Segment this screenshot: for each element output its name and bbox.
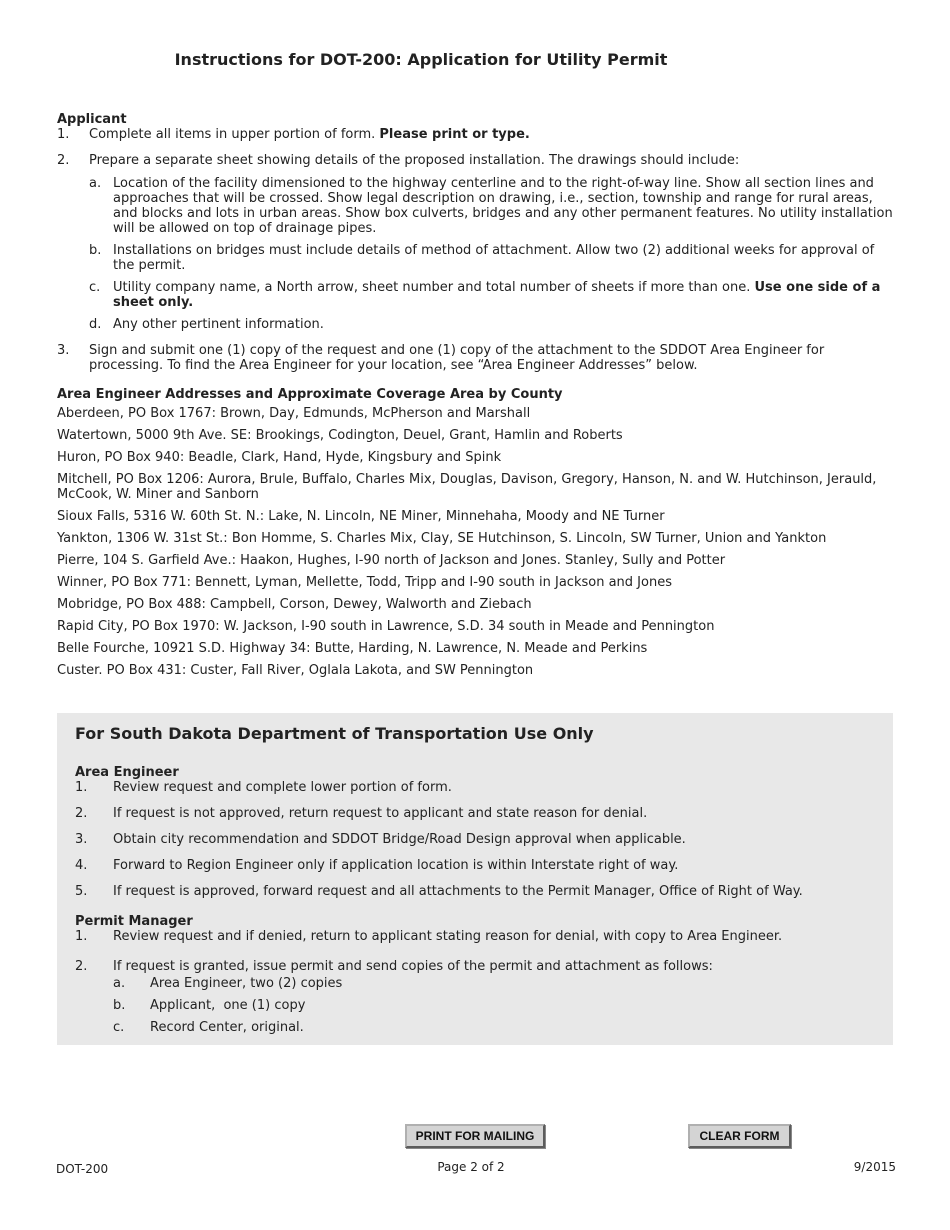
dot-use-title: For South Dakota Department of Transportation Use Only (75, 724, 594, 743)
address-line: Huron, PO Box 940: Beadle, Clark, Hand, Hyde, Kingsbury and Spink (57, 450, 502, 465)
sub-item-bold-text: Use one side of a sheet only. (113, 280, 881, 310)
item-number: 3. (75, 832, 88, 847)
sub-item-text: Location of the facility dimensioned to the highway centerline and to the right-of-way line. Show all section lines and approaches that will be crossed. Show legal description on drawing, i.e., section, township and range for rural areas, and blocks and lots in urban areas. Show box culverts, bridges and any other permanent features. No utility installation will be allowed on top of drainage pipes. (113, 176, 893, 236)
item-text: Complete all items in upper portion of form. (89, 127, 380, 142)
copies-list (113, 976, 875, 1035)
item-text: Prepare a separate sheet showing details of the proposed installation. The drawings should include: (89, 153, 740, 168)
page-title: Instructions for DOT-200: Application for Utility Permit (174, 50, 668, 69)
sub-item-text: Installations on bridges must include details of method of attachment. Allow two (2) additional weeks for approval of the permit. (113, 243, 875, 273)
item-text: Obtain city recommendation and SDDOT Bridge/Road Design approval when applicable. (113, 832, 686, 847)
list-item (75, 780, 875, 795)
address-line: Mobridge, PO Box 488: Campbell, Corson, Dewey, Walworth and Ziebach (57, 597, 532, 612)
list-item (75, 858, 875, 873)
address-line: Rapid City, PO Box 1970: W. Jackson, I-90 south in Lawrence, S.D. 34 south in Meade and Pennington (57, 619, 715, 634)
item-number: 4. (75, 858, 88, 873)
sub-item (89, 243, 899, 273)
list-item (75, 806, 875, 821)
item-number: 2. (75, 806, 88, 821)
list-item (75, 929, 875, 944)
list-item (75, 884, 875, 899)
item-number: 1. (75, 780, 88, 795)
sub-item-text: Record Center, original. (150, 1020, 304, 1035)
address-list (57, 406, 899, 678)
item-number: 5. (75, 884, 88, 899)
item-text: If request is not approved, return request to applicant and state reason for denial. (113, 806, 648, 821)
address-line: Belle Fourche, 10921 S.D. Highway 34: Butte, Harding, N. Lawrence, N. Meade and Perkins (57, 641, 648, 656)
address-line: Yankton, 1306 W. 31st St.: Bon Homme, S. Charles Mix, Clay, SE Hutchinson, S. Lincoln, SW Turner, Union and Yankton (57, 531, 827, 546)
address-line: Sioux Falls, 5316 W. 60th St. N.: Lake, N. Lincoln, NE Miner, Minnehaha, Moody and NE Turner (57, 509, 665, 524)
list-item (57, 343, 899, 373)
sub-item-letter: c. (113, 1020, 125, 1035)
dot-use-only-panel (57, 713, 893, 1045)
list-item (75, 832, 875, 847)
sub-item-letter: a. (113, 976, 126, 991)
address-line: Custer. PO Box 431: Custer, Fall River, Oglala Lakota, and SW Pennington (57, 663, 534, 678)
sub-item (89, 317, 899, 332)
list-item (75, 959, 875, 1035)
sub-item (113, 1020, 875, 1035)
print-for-mailing-button[interactable]: PRINT FOR MAILING (405, 1124, 545, 1148)
item-bold-text: Please print or type. (379, 127, 530, 142)
address-line: Pierre, 104 S. Garfield Ave.: Haakon, Hughes, I-90 north of Jackson and Jones. Stanley, Sully and Potter (57, 553, 726, 568)
item-number: 3. (57, 343, 70, 358)
sub-item-letter: b. (89, 243, 102, 258)
item-text: Review request and complete lower portion of form. (113, 780, 452, 795)
list-item (57, 153, 899, 332)
item-number: 1. (57, 127, 70, 142)
addresses-heading: Area Engineer Addresses and Approximate Coverage Area by County (57, 387, 563, 402)
sub-item-letter: b. (113, 998, 126, 1013)
item-text: Forward to Region Engineer only if application location is within Interstate right of way. (113, 858, 679, 873)
sub-item (89, 280, 899, 310)
applicant-heading: Applicant (57, 112, 127, 127)
address-line: Aberdeen, PO Box 1767: Brown, Day, Edmunds, McPherson and Marshall (57, 406, 531, 421)
item-text: Sign and submit one (1) copy of the request and one (1) copy of the attachment to the SDDOT Area Engineer for processing. To find the Area Engineer for your location, see “Area Engineer Addresses” below. (89, 343, 825, 373)
item-number: 2. (75, 959, 88, 974)
applicant-section (57, 112, 899, 678)
sub-item-letter: d. (89, 317, 102, 332)
sub-item (89, 176, 899, 236)
list-item (57, 127, 899, 142)
sub-item (113, 976, 875, 991)
permit-manager-heading: Permit Manager (75, 914, 193, 929)
page-number: Page 2 of 2 (437, 1160, 505, 1174)
item-text: If request is approved, forward request and all attachments to the Permit Manager, Office of Right of Way. (113, 884, 803, 899)
revision-date: 9/2015 (853, 1160, 896, 1174)
item-text: Review request and if denied, return to applicant stating reason for denial, with copy to Area Engineer. (113, 929, 783, 944)
area-engineer-heading: Area Engineer (75, 765, 179, 780)
sub-item-letter: a. (89, 176, 102, 191)
address-line: Watertown, 5000 9th Ave. SE: Brookings, Codington, Deuel, Grant, Hamlin and Roberts (57, 428, 623, 443)
clear-form-button[interactable]: CLEAR FORM (688, 1124, 791, 1148)
drawing-requirements-list (89, 176, 899, 332)
sub-item-letter: c. (89, 280, 101, 295)
item-number: 2. (57, 153, 70, 168)
address-line: Winner, PO Box 771: Bennett, Lyman, Mellette, Todd, Tripp and I-90 south in Jackson and Jones (57, 575, 672, 590)
item-text: If request is granted, issue permit and send copies of the permit and attachment as follows: (113, 959, 713, 974)
sub-item-text: Utility company name, a North arrow, sheet number and total number of sheets if more than one. (113, 280, 755, 295)
sub-item-text: Area Engineer, two (2) copies (150, 976, 343, 991)
item-number: 1. (75, 929, 88, 944)
form-id: DOT-200 (56, 1162, 109, 1176)
address-line: Mitchell, PO Box 1206: Aurora, Brule, Buffalo, Charles Mix, Douglas, Davison, Gregory, Hanson, N. and W. Hutchinson, Jerauld, McCook, W. Miner and Sanborn (57, 472, 877, 502)
sub-item (113, 998, 875, 1013)
sub-item-text: Any other pertinent information. (113, 317, 324, 332)
sub-item-text: Applicant, one (1) copy (150, 998, 306, 1013)
